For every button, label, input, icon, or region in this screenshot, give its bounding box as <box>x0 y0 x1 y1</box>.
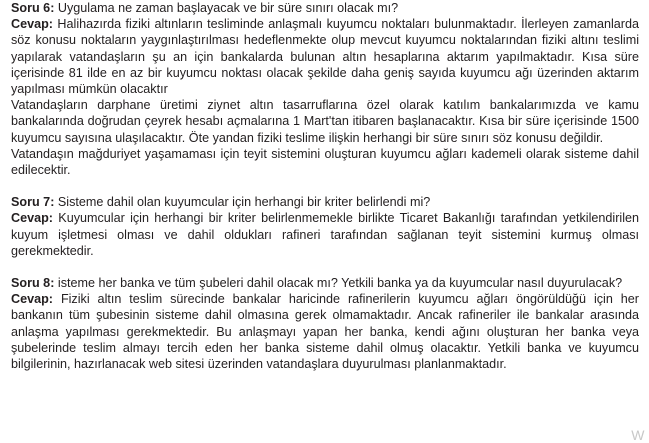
question-8-label: Soru 8: <box>11 276 55 291</box>
spacer <box>11 259 639 275</box>
answer-7-text: Kuyumcular için herhangi bir kriter belirlenmemekle birlikte Ticaret Bakanlığı tarafından yetkilendirilen kuyum işletmesi olması ve dahil oldukları rafineri tarafından sağlanan teyit sistemini kurmuş olması gerekmektedir. <box>11 211 639 258</box>
question-6-block <box>11 0 639 178</box>
answer-6-label: Cevap: <box>11 17 53 32</box>
answer-6-paragraph-2: Vatandaşların darphane üretimi ziynet altın tasarruflarına özel olarak katılım bankalarımızda ve kamu bankalarında doğrudan çeyrek hesabı açmalarına 1 Mart'tan itibaren başlanacaktır. Kısa bir süre içerisinde 1500 kuyumcu sayısına ulaşılacaktır. Öte yandan fiziki teslime ilişkin herhangi bir süre sınırı söz konusu değildir. <box>11 98 639 145</box>
question-7-label: Soru 7: <box>11 195 55 210</box>
question-7-block <box>11 194 639 259</box>
question-6-label: Soru 6: <box>11 1 55 15</box>
answer-6-text-1: Halihazırda fiziki altınların tesliminde anlaşmalı kuyumcu noktaları bulunmaktadır. İlerleyen zamanlarda söz konusu noktaların yaygınlaştırılması hedeflenmekte olup mevcut kuyumcu noktalarından fiziki altını teslimi yapılarak vatandaşların şu an için bankalarda bulunan altın hesaplarına aktarım yapılmaktadır. Kısa süre içerisinde 81 ilde en az bir kuyumcu noktası olacak şekilde daha geniş sayıda kuyumcu ağı üzerinden aktarım yapılması mümkün olacaktır <box>11 17 639 97</box>
question-6-text: Uygulama ne zaman başlayacak ve bir süre sınırı olacak mı? <box>54 1 399 15</box>
question-8-text: isteme her banka ve tüm şubeleri dahil olacak mı? Yetkili banka ya da kuyumcular nasıl duyurulacak? <box>54 276 623 291</box>
answer-7-paragraph <box>11 210 639 259</box>
question-7 <box>11 194 639 210</box>
question-8-block <box>11 275 639 372</box>
watermark: W <box>631 427 645 443</box>
answer-8-label: Cevap: <box>11 292 53 307</box>
spacer <box>11 178 639 194</box>
document-page <box>11 0 639 372</box>
question-6 <box>11 0 639 16</box>
question-8 <box>11 275 639 291</box>
answer-6-paragraph-1 <box>11 16 639 97</box>
answer-6-paragraph-3: Vatandaşın mağduriyet yaşamaması için teyit sistemini oluşturan kuyumcu ağları kademeli olarak sisteme dahil edilecektir. <box>11 146 639 178</box>
answer-8-text: Fiziki altın teslim sürecinde bankalar haricinde rafinerilerin kuyumcu ağları öngörüldüğü için her bankanın tüm şubesinin sisteme dahil olmasına gerek olmamaktadır. Ancak rafineriler ile bankalar arasında anlaşma yapılması gerekmektedir. Bu anlaşmayı yapan her banka, kendi ağını oluşturan her banka veya şubelerinde teslim almayı tercih eden her banka sisteme dahil olmuş olacaktır. Yetkili banka ve kuyumcu bilgilerinin, hazırlanacak web sitesi üzerinden vatandaşlara duyurulması planlanmaktadır. <box>11 292 639 372</box>
question-7-text: Sisteme dahil olan kuyumcular için herhangi bir kriter belirlendi mi? <box>54 195 431 210</box>
answer-8-paragraph <box>11 291 639 372</box>
answer-7-label: Cevap: <box>11 211 53 226</box>
